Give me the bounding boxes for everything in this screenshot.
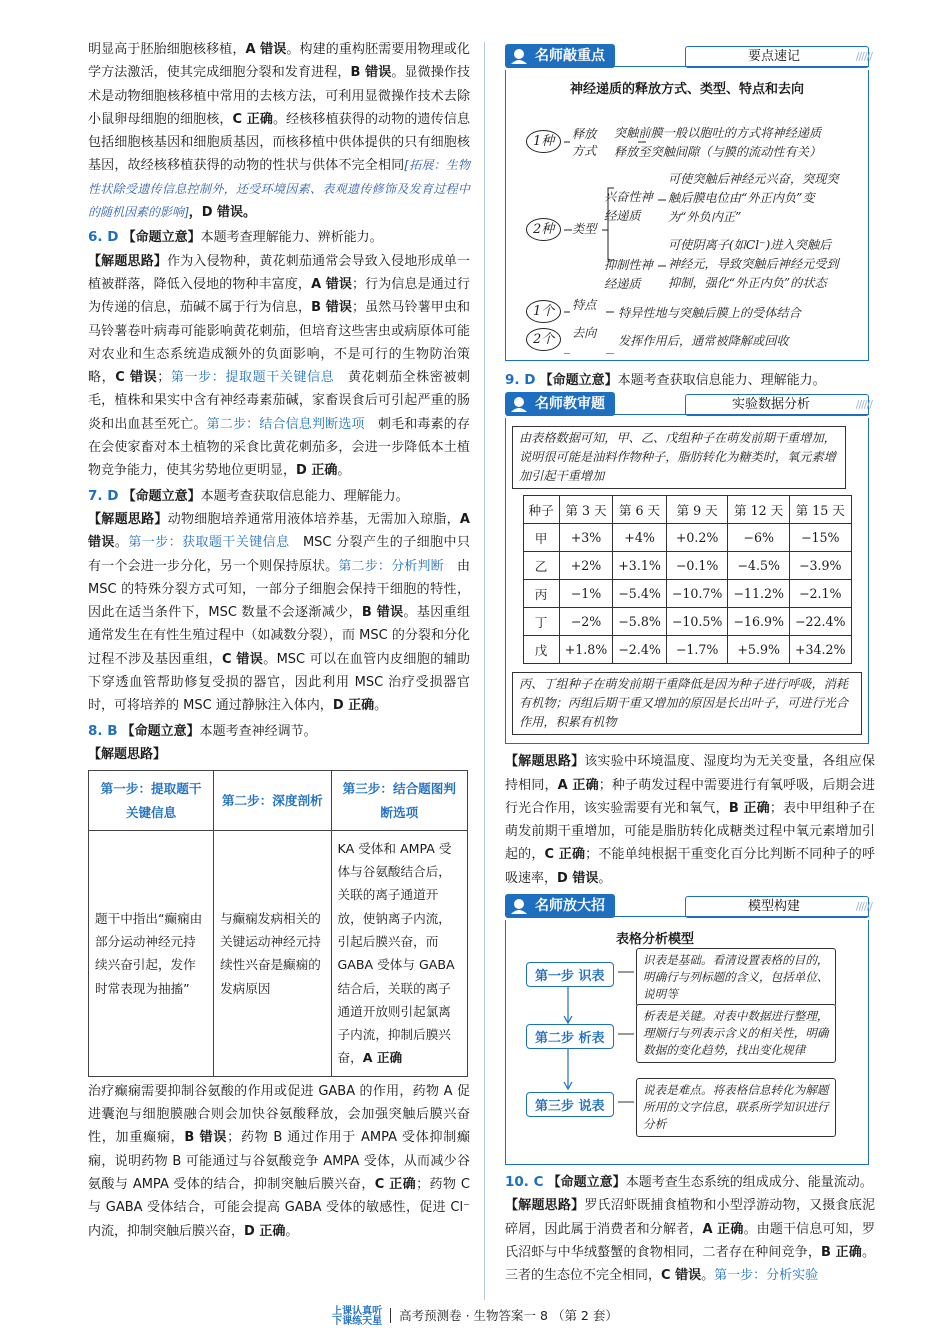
step-cell-3-end: A 正确 (362, 1050, 403, 1066)
teacher-logo-icon (509, 395, 529, 413)
text-run: 。显微操作技术是动物细胞核移植中常用的去核方法，可利用显微操作技术去除小鼠卵母细胞的细胞核， (88, 65, 470, 127)
p1-row2-label: 类型 (572, 222, 597, 236)
p1-row2 (526, 218, 561, 241)
seed-cell: −2.1% (789, 580, 851, 608)
text-run: C 正确 (374, 1176, 417, 1192)
step-cell-3 (331, 830, 467, 1076)
panel1-pill (505, 44, 615, 68)
step-header-2: 第二步：深度剖析 (214, 771, 331, 831)
q8-after (88, 1080, 470, 1243)
text-run: 。 (701, 1268, 715, 1284)
q9-body (505, 750, 875, 890)
seed-cell: −10.5% (666, 608, 728, 636)
footer-brand (332, 1307, 382, 1327)
q10-body (505, 1194, 875, 1287)
text-run: B 错误 (311, 300, 352, 316)
model-step-2-desc: 析表是关键。对表中数据进行整理，理顺行与列表示含义的相关性，明确数据的变化趋势，找出变化规律 (636, 1004, 836, 1063)
text-run: 。基因重组通常发生在有性生殖过程中（如减数分裂），而 MSC 的分裂和分化过程不涉及基因重组， (88, 605, 470, 667)
q10-number: 10. C (505, 1174, 544, 1191)
text-run: 动物细胞培养通常用液体培养基，无需加入琼脂， (167, 511, 460, 527)
q7-head-tag: 【命题立意】 (122, 488, 201, 504)
q6-header (88, 226, 470, 249)
p1-row4 (526, 328, 561, 351)
text-run: 黄花刺茄全株密被刺毛，植株和果实中含有神经毒素茄碱，家畜误食后可引起严重的肠炎和出血甚至死亡。 (88, 370, 470, 432)
seed-cell: −1.7% (666, 636, 728, 664)
seed-row-wu (523, 636, 851, 664)
seed-cell: +4% (613, 524, 667, 552)
text-run: A 错误 (311, 276, 353, 292)
seed-cell: −2.4% (613, 636, 667, 664)
seed-row-yi (523, 552, 851, 580)
p1-row4-text: 发挥作用后，通常被降解或回收 (618, 334, 789, 348)
seed-cell: 丙 (523, 580, 559, 608)
p1-row2b-text: 可使阴离子(如Cl⁻)进入突触后神经元，导致突触后神经元受到抑制，强化“外正内负”的状态 (668, 238, 839, 290)
panel2-banner (505, 392, 875, 418)
text-run: D 正确 (296, 463, 338, 479)
seed-cell: −16.9% (728, 608, 790, 636)
q9-header (505, 369, 875, 392)
footer-text: 高考预测卷 · 生物答案一 8 （第 2 套） (390, 1308, 618, 1323)
seed-th: 第 3 天 (559, 496, 613, 524)
panel2-body (505, 418, 869, 744)
q10-header (505, 1171, 875, 1194)
q9-number: 9. D (505, 372, 536, 388)
seed-th: 种子 (523, 496, 559, 524)
text-run: 。 (285, 1223, 299, 1239)
panel2-note-bottom: 丙、丁组种子在萌发前期干重降低是因为种子进行呼吸，消耗有机物；丙组后期干重又增加的原因是长出叶子，可进行光合作用，积累有机物 (512, 672, 862, 735)
text-run: C 正确 (544, 847, 586, 863)
text-run: 。 (337, 463, 351, 479)
seed-cell: 乙 (523, 552, 559, 580)
text-run: ；不能单纯根据干重变化百分比判断不同种子的呼吸速率， (505, 847, 875, 886)
seed-cell: +34.2% (789, 636, 851, 664)
seed-th: 第 9 天 (666, 496, 728, 524)
p1-row4-circle: 2个 (526, 328, 561, 351)
q10-head-tag: 【命题立意】 (547, 1175, 626, 1191)
seed-cell: −4.5% (728, 552, 790, 580)
q7-number: 7. D (88, 487, 119, 504)
panel2-title: 名师教审题 (535, 396, 605, 413)
p1-row3 (526, 300, 561, 323)
q9-head-text: 本题考查获取信息能力、理解能力。 (617, 373, 826, 388)
footer-brand-bottom: 下课练天星 (332, 1315, 383, 1327)
step-header-3: 第三步：结合题图判断选项 (331, 771, 467, 831)
p1-row2a-text: 可使突触后神经元兴奋，突现突触后膜电位由“外正内负”变为“外负内正” (668, 172, 839, 224)
p1-row3-text: 特异性地与突触后膜上的受体结合 (618, 306, 801, 320)
seed-cell: +3% (559, 524, 613, 552)
seed-cell: +1.8% (559, 636, 613, 664)
text-run: 。经核移植获得的动物的遗传信息包括细胞核基因和细胞质基因，而核移植中供体提供的只有细胞核基因，故经核移植获得的动物的性状与供体不完全相同 (88, 111, 470, 174)
seed-th: 第 12 天 (728, 496, 790, 524)
text-run: 罗氏沼虾既捕食植物和小型浮游动物，又摄食底泥碎屑，因此属于消费者和分解者， (505, 1198, 875, 1237)
text-run: 作为入侵物种，黄花刺茄通常会导致入侵地形成单一植被群落，降低入侵地的物种丰富度， (88, 253, 470, 292)
panel3-title: 名师放大招 (535, 898, 605, 915)
text-run: 。三者的生态位不完全相同， (505, 1244, 875, 1284)
text-run: ； (157, 370, 171, 386)
q9-head-tag: 【命题立意】 (539, 373, 618, 388)
panel3-body (505, 920, 869, 1165)
panel1-banner (505, 44, 875, 70)
teacher-logo-icon (509, 47, 529, 65)
q8-step-table (88, 770, 468, 1077)
model-step-2: 第二步 析表 (526, 1024, 614, 1049)
seed-cell: +0.2% (666, 524, 728, 552)
seed-th: 第 15 天 (789, 496, 851, 524)
q8-head-tag: 【命题立意】 (121, 723, 200, 739)
seed-cell: −10.7% (666, 580, 728, 608)
q6-body (88, 250, 470, 483)
seed-cell: 戊 (523, 636, 559, 664)
text-run: A 错误 (245, 42, 287, 57)
q6-head-tag: 【命题立意】 (122, 230, 201, 246)
panel2-sub-text: 实验数据分析 (732, 397, 811, 413)
panel1-title: 名师敲重点 (535, 48, 605, 64)
seed-cell: −2% (559, 608, 613, 636)
seed-cell: −15% (789, 524, 851, 552)
seed-cell: −1% (559, 580, 613, 608)
panel1-sub-text: 要点速记 (748, 49, 801, 64)
text-run: ，D 错误。 (188, 205, 257, 221)
seed-data-table (523, 495, 852, 664)
q7-head-text: 本题考查获取信息能力、理解能力。 (200, 488, 409, 504)
panel3-sub (685, 896, 869, 918)
q7-body (88, 508, 470, 718)
panel3-pill (505, 894, 615, 918)
q8-subtag: 【解题思路】 (88, 746, 167, 762)
text-run: D 正确 (332, 698, 375, 714)
p1-row1-label: 释放方式 (572, 127, 597, 158)
text-run: D 正确 (244, 1223, 286, 1239)
text-run: 。 (374, 698, 388, 714)
p1-row1 (526, 130, 561, 153)
step-cell-1: 题干中指出“癫痫由部分运动神经元持续兴奋引起，发作时常表现为抽搐” (89, 830, 214, 1076)
text-run: ；行为信息是通过行为传递的信息，茄碱不属于行为信息， (88, 276, 470, 316)
text-run: B 错误 (350, 65, 392, 81)
seed-cell: +5.9% (728, 636, 790, 664)
seed-cell: −0.1% (666, 552, 728, 580)
seed-cell: −3.9% (789, 552, 851, 580)
p1-row2-circle: 2种 (526, 218, 561, 241)
text-run: 治疗癫痫需要抑制谷氨酸的作用或促进 GABA 的作用，药物 A 促进囊泡与细胞膜融合则会加快谷氨酸释放，会加强突触后膜兴奋性，加重癫痫， (88, 1083, 470, 1146)
text-run: A 错误 (88, 511, 470, 551)
p1-row2a-label: 兴奋性神经递质 (604, 190, 653, 223)
panel3-sub-text: 模型构建 (748, 899, 801, 915)
panel3-banner (505, 894, 875, 920)
text-run: MSC 分裂产生的子细胞中只有一个会进一步分化，另一个则保持原状。 (88, 535, 470, 574)
seed-cell: +3.1% (613, 552, 667, 580)
p1-row1-circle: 1种 (526, 130, 561, 153)
text-run: 第一步：提取题干关键信息 (170, 370, 335, 386)
text-run: D 错误 (557, 870, 599, 886)
page-footer (0, 1306, 950, 1327)
text-run: C 错误 (115, 370, 158, 386)
text-run: C 错误 (661, 1268, 702, 1284)
text-run: 第一步：分析实验 (714, 1268, 819, 1284)
text-run: C 正确 (232, 111, 274, 127)
text-run: 【解题思路】 (505, 754, 585, 770)
seed-cell: −5.4% (613, 580, 667, 608)
text-run: ；药物 C 与 GABA 受体结合，可能会提高 GABA 受体的敏感性，促进 Cl⁻ 内流，抑制突触后膜兴奋， (88, 1176, 470, 1239)
seed-table-header (523, 496, 851, 524)
text-run: 。MSC 可以在血管内皮细胞的辅助下穿透血管帮助修复受损的器官，因此利用 MSC 治疗受损器官时，可将培养的 MSC 通过静脉注入体内， (88, 651, 470, 714)
text-run: ；种子萌发过程中需要进行有氧呼吸，后期会进行光合作用，该实验需要有光和氧气， (505, 777, 875, 816)
text-run: B 错误 (361, 605, 404, 621)
teacher-logo-icon (509, 897, 529, 915)
model-step-3-desc: 说表是难点。将表格信息转化为解题所用的文字信息，联系所学知识进行分析 (636, 1078, 836, 1137)
text-run: 【解题思路】 (88, 511, 168, 527)
q6-head-text: 本题考查理解能力、辨析能力。 (200, 230, 383, 246)
right-column (505, 44, 875, 1288)
text-run: [拓展：生物性状除受遗传信息控制外，还受环境因素、表观遗传修饰及发育过程中的随机因素的影响] (88, 158, 470, 220)
text-run: 由 MSC 的特殊分裂方式可知，一部分子细胞会保持干细胞的特性，因此在适当条件下，MSC 数量不会逐渐减少， (88, 558, 470, 621)
step-cell-3-text: KA 受体和 AMPA 受体与谷氨酸结合后，关联的离子通道开放，使钠离子内流，引起后膜兴奋，而 GABA 受体与 GABA 结合后，关联的离子通道开放则引起氯离子内流，抑制后膜兴奋， (337, 840, 455, 1066)
text-run: 。构建的重构胚需要用物理或化学方法激活，使其完成细胞分裂和发育进程， (88, 42, 470, 81)
panel2-pill (505, 392, 615, 416)
panel1-body (505, 70, 869, 361)
seed-cell: 甲 (523, 524, 559, 552)
panel2-sub (685, 394, 869, 416)
text-run: 。 (114, 535, 129, 551)
text-run: ；虽然马铃薯甲虫和马铃薯卷叶病毒可能影响黄花刺茄，但培育这些害虫或病原体可能对农业和生态系统造成额外的负面影响，不是可行的生物防治策略， (88, 300, 470, 386)
q5-continuation (88, 38, 470, 224)
text-run: 第二步：结合信息判断选项 (206, 416, 365, 432)
seed-row-jia (523, 524, 851, 552)
seed-cell: −6% (728, 524, 790, 552)
footer-brand-top: 上课认真听 (332, 1305, 383, 1317)
text-run: 第一步：获取题干关键信息 (128, 535, 290, 551)
text-run: A 正确 (557, 777, 599, 793)
text-run: 刺毛和毒素的存在会使家畜对本土植物的采食比黄花刺茄多，会进一步降低本土植物竞争能力，使其劣势地位更明显， (88, 416, 470, 479)
text-run: 【解题思路】 (505, 1198, 585, 1214)
model-step-3: 第三步 说表 (526, 1092, 614, 1117)
text-run: A 正确 (702, 1221, 744, 1237)
step-header-1: 第一步：提取题干关键信息 (89, 771, 214, 831)
p1-row3-circle: 1个 (526, 300, 561, 323)
q8-number: 8. B (88, 722, 118, 739)
text-run: C 错误 (221, 651, 264, 667)
q6-number: 6. D (88, 229, 119, 246)
text-run: ；药物 B 通过作用于 AMPA 受体抑制癫痫，说明药物 B 可能通过与谷氨酸竞争 AMPA 受体，从而减少谷氨酸与 AMPA 受体的结合，抑制突触后膜兴奋， (88, 1130, 470, 1192)
text-run: 明显高于胚胎细胞核移植， (88, 42, 246, 57)
text-run: B 正确 (821, 1244, 862, 1260)
model-step-1-desc: 识表是基础。看清设置表格的目的，明确行与列标题的含义，包括单位、说明等 (636, 948, 836, 1007)
panel2-note-top: 由表格数据可知，甲、乙、戊组种子在萌发前期干重增加，说明很可能是油料作物种子，脂肪转化为糖类时，氧元素增加引起干重增加 (512, 426, 846, 489)
text-run: 该实验中环境温度、湿度均为无关变量，各组应保持相同， (505, 754, 875, 793)
text-run: 。 (598, 870, 612, 886)
text-run: 第二步：分析判断 (338, 558, 444, 574)
text-run: B 错误 (184, 1130, 228, 1146)
left-column (88, 38, 470, 1243)
q7-header (88, 485, 470, 508)
panel1-heading: 神经递质的释放方式、类型、特点和去向 (569, 82, 804, 97)
seed-cell: −11.2% (728, 580, 790, 608)
panel3-heading: 表格分析模型 (616, 932, 695, 948)
text-run: 【解题思路】 (88, 253, 168, 269)
text-run: ；表中甲组种子在萌发前期干重增加，可能是脂肪转化成糖类过程中氧元素增加引起的， (505, 800, 875, 863)
seed-cell: −5.8% (613, 608, 667, 636)
seed-cell: +2% (559, 552, 613, 580)
panel1-sub (685, 46, 869, 68)
q8-head-text: 本题考查神经调节。 (199, 723, 317, 739)
model-step-1: 第一步 识表 (526, 962, 614, 987)
seed-row-bing (523, 580, 851, 608)
text-run: B 正确 (728, 800, 770, 816)
p1-row3-label: 特点 (572, 298, 597, 312)
p1-row1-text: 突触前膜一般以胞吐的方式将神经递质释放至突触间隙（与膜的流动性有关） (614, 126, 822, 159)
p1-row4-label: 去向 (572, 326, 597, 340)
text-run: 。由题干信息可知，罗氏沼虾与中华绒螯蟹的食物相同，二者存在种间竞争， (505, 1221, 875, 1260)
column-divider (484, 42, 485, 1300)
seed-th: 第 6 天 (613, 496, 667, 524)
q10-head-text: 本题考查生态系统的组成成分、能量流动。 (625, 1175, 873, 1191)
p1-row2b-label: 抑制性神经递质 (604, 258, 653, 291)
step-cell-2: 与癫痫发病相关的关键运动神经元持续性兴奋是癫痫的发病原因 (214, 830, 331, 1076)
seed-cell: 丁 (523, 608, 559, 636)
seed-cell: −22.4% (789, 608, 851, 636)
q8-header (88, 720, 470, 743)
seed-row-ding (523, 608, 851, 636)
